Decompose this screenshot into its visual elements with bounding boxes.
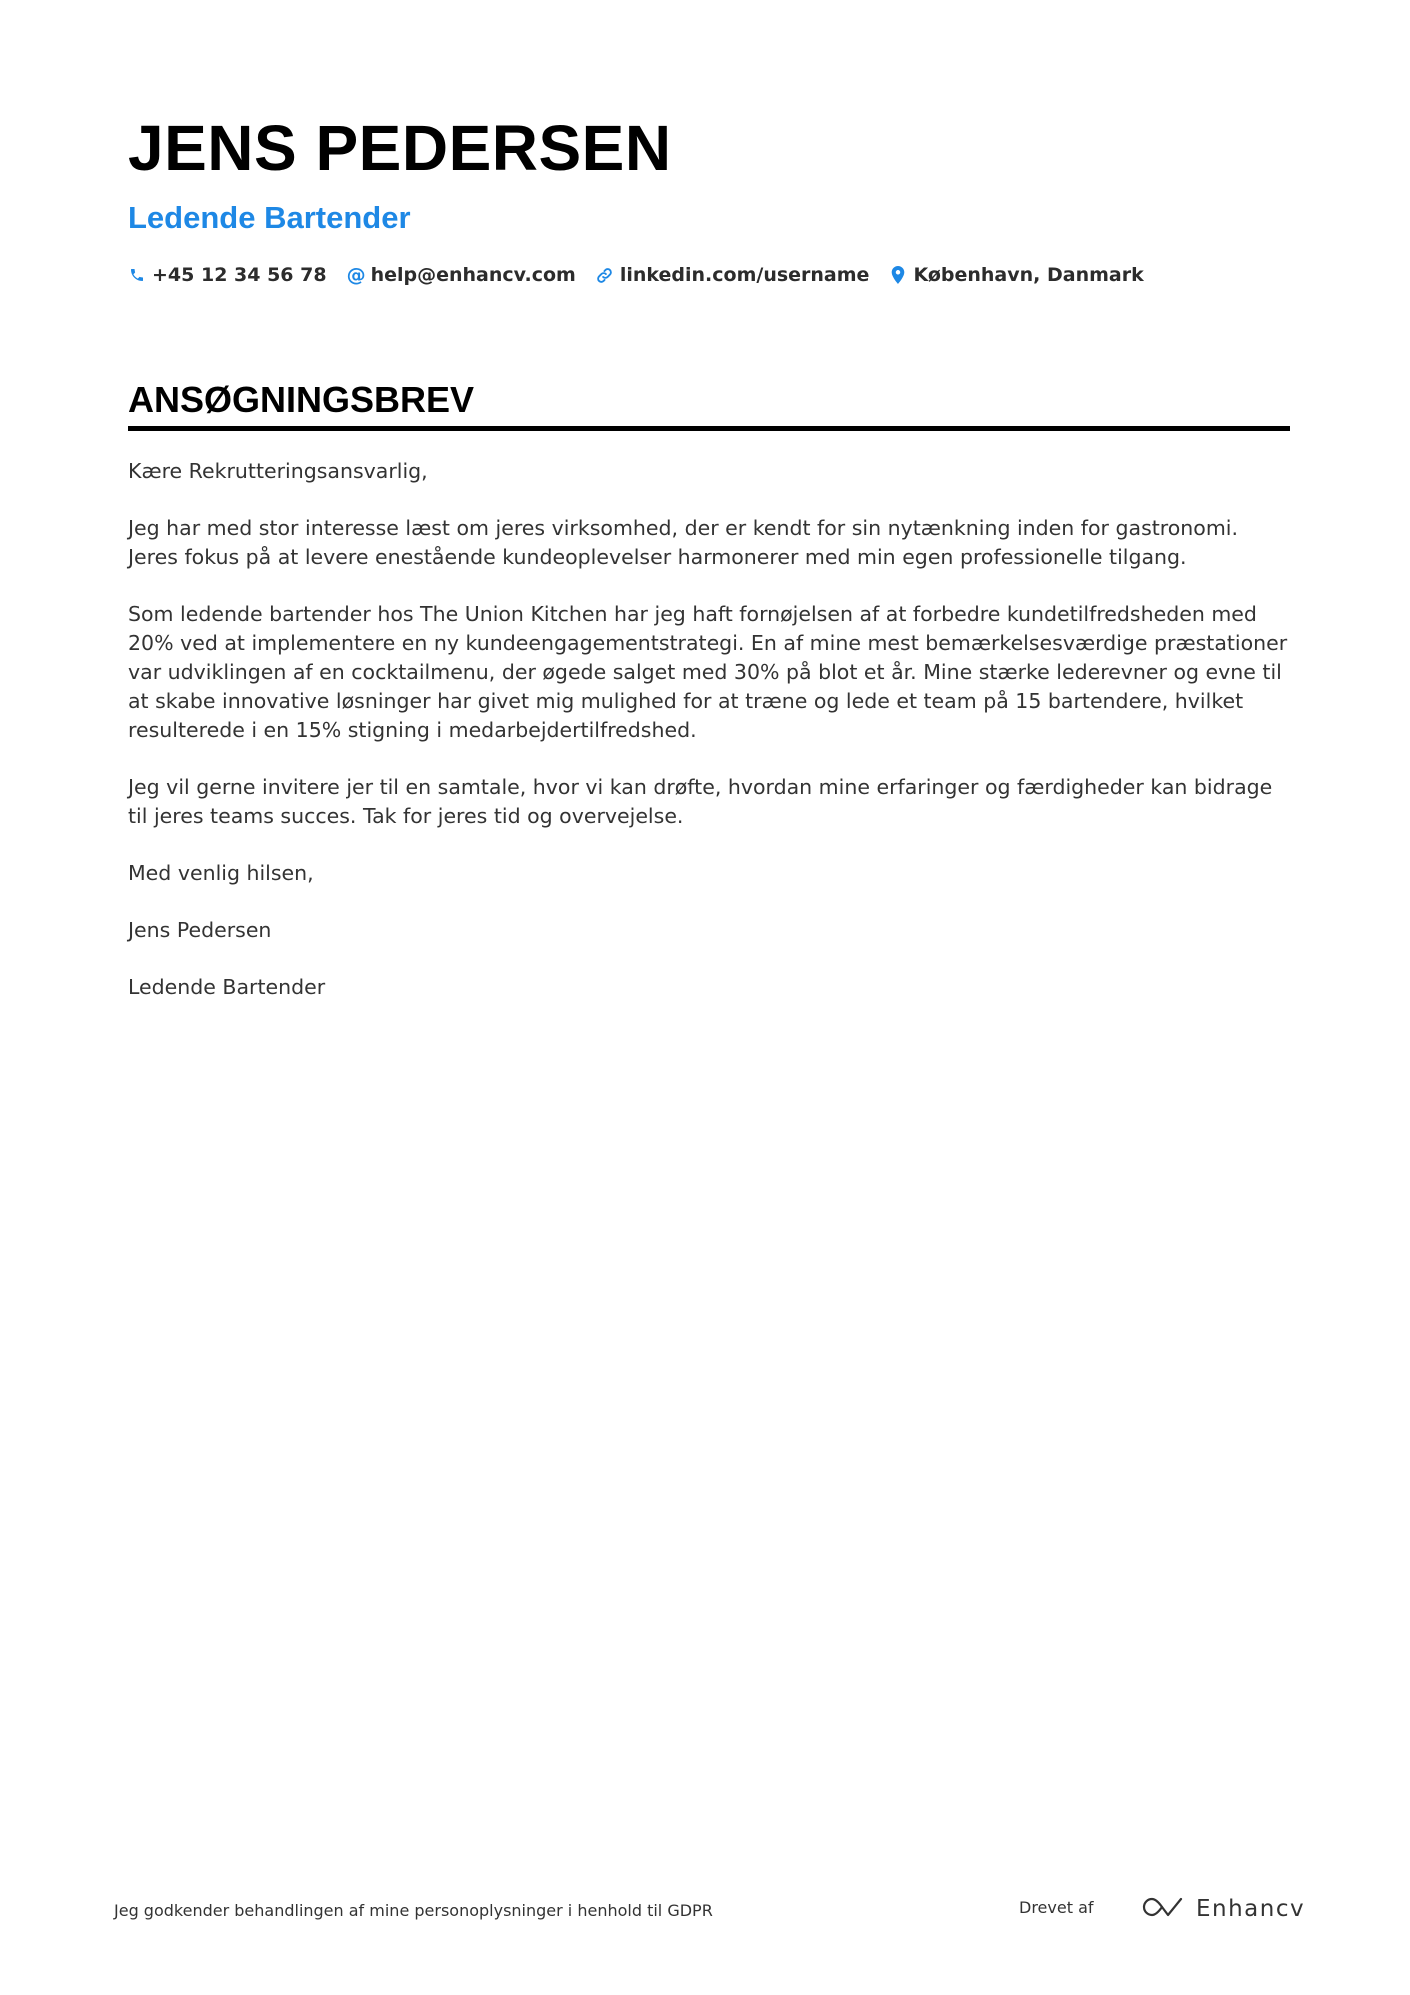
letter-closing: Med venlig hilsen, [128,861,314,885]
signature-name: Jens Pedersen [128,918,272,942]
cover-letter-page [128,110,1290,1030]
enhancv-logo[interactable] [1140,1893,1305,1925]
contact-bar [128,260,1290,290]
contact-linkedin[interactable] [596,264,870,286]
at-icon: @ [346,264,366,286]
applicant-role: Ledende Bartender [128,200,411,235]
applicant-name: JENS PEDERSEN [128,112,672,184]
powered-by-label: Drevet af [1019,1898,1094,1917]
brand-name: Enhancv [1196,1896,1306,1922]
contact-phone-text: +45 12 34 56 78 [152,264,327,286]
gdpr-consent: Jeg godkender behandlingen af mine personoplysninger i henhold til GDPR [114,1901,713,1920]
contact-linkedin-text: linkedin.com/username [619,264,870,286]
section-title: ANSØGNINGSBREV [128,378,1290,431]
contact-location [889,264,1143,286]
phone-icon [128,266,146,284]
letter-paragraph: Jeg har med stor interesse læst om jeres virksomhed, der er kendt for sin nytænkning inden for gastronomi. Jeres fokus på at levere enestående kundeoplevelser harmonerer med min egen professionelle tilgang. [128,516,1239,569]
letter-paragraph: Som ledende bartender hos The Union Kitchen har jeg haft fornøjelsen af at forbedre kundetilfredsheden med 20% ved at implementere en ny kundeengagementstrategi. En af mine mest bemærkelsesværdige præstationer var udviklingen af en cocktailmenu, der øgede salget med 30% på blot et år. Mine stærke lederevner og evne til at skabe innovative løsninger har givet mig mulighed for at træne og lede et team på 15 bartendere, hvilket resulterede i en 15% stigning i medarbejdertilfredshed. [128,602,1288,742]
contact-email[interactable] [347,264,576,286]
location-pin-icon [889,266,907,284]
page-footer [114,1893,1306,1929]
enhancv-infinity-icon [1140,1895,1186,1923]
letter-greeting: Kære Rekrutteringsansvarlig, [128,459,428,483]
letter-body [128,457,1290,1002]
contact-phone[interactable] [128,264,327,286]
contact-email-text: help@enhancv.com [370,264,576,286]
letter-paragraph: Jeg vil gerne invitere jer til en samtale, hvor vi kan drøfte, hvordan mine erfaringer og færdigheder kan bidrage til jeres teams succes. Tak for jeres tid og overvejelse. [128,775,1273,828]
signature-title: Ledende Bartender [128,975,326,999]
contact-location-text: København, Danmark [913,264,1144,286]
link-icon [596,266,614,284]
